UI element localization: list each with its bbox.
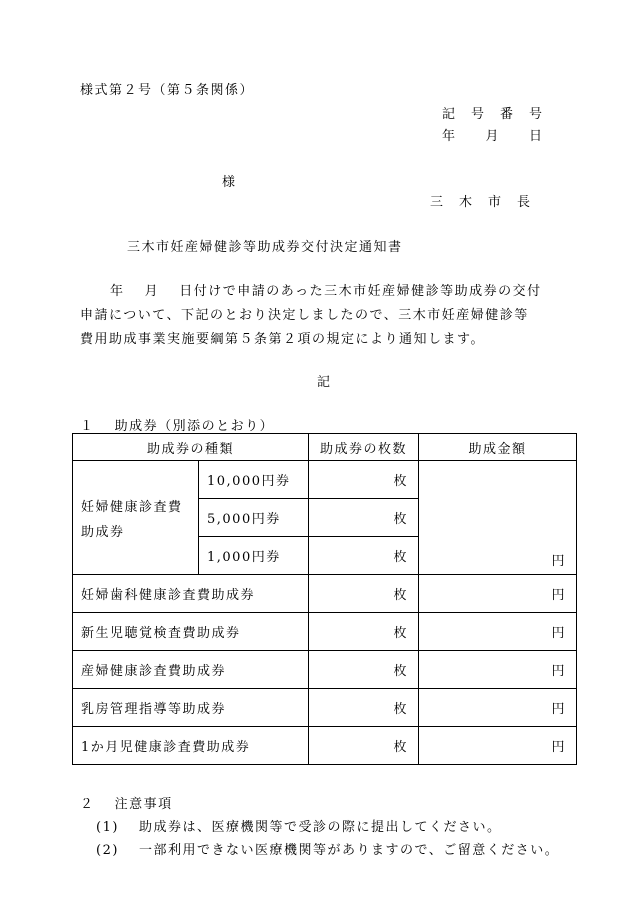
count-unit: 枚 [309, 499, 419, 537]
table-row [73, 651, 577, 689]
row-label: 新生児聴覚検査費助成券 [73, 613, 309, 651]
sub-row-label: 5,000円券 [199, 499, 309, 537]
table-row [73, 461, 577, 499]
amount-unit: 円 [419, 575, 577, 613]
group-label-line: 妊婦健康診査費 [81, 499, 183, 515]
table-row [73, 727, 577, 765]
amount-unit: 円 [419, 689, 577, 727]
count-unit: 枚 [309, 461, 419, 499]
count-unit: 枚 [309, 689, 419, 727]
document-number-label: 記 号 番 号 [442, 107, 544, 122]
amount-unit: 円 [419, 727, 577, 765]
sub-row-label: 10,000円券 [199, 461, 309, 499]
group-label-line: 助成券 [81, 524, 125, 540]
recipient-suffix: 様 [222, 175, 236, 190]
section-2-heading: ２ 注意事項 [80, 797, 173, 812]
count-unit: 枚 [309, 651, 419, 689]
header-amount: 助成金額 [419, 434, 577, 461]
body-line: 費用助成事業実施要綱第５条第２項の規定により通知します。 [80, 332, 485, 347]
table-row [73, 575, 577, 613]
table-row [73, 689, 577, 727]
note-item: (1) 助成券は、医療機関等で受診の際に提出してください。 [96, 820, 502, 835]
row-label: 1か月児健康診査費助成券 [73, 727, 309, 765]
amount-unit: 円 [419, 613, 577, 651]
document-title: 三木市妊産婦健診等助成券交付決定通知書 [127, 240, 403, 255]
row-label: 産婦健康診査費助成券 [73, 651, 309, 689]
group-label-prenatal-checkup [73, 461, 199, 575]
table-header-row [73, 434, 577, 461]
count-unit: 枚 [309, 727, 419, 765]
note-item: (2) 一部利用できない医療機関等がありますので、ご留意ください。 [96, 843, 560, 858]
count-unit: 枚 [309, 537, 419, 575]
date-label: 年 月 日 [442, 129, 544, 144]
amount-unit: 円 [419, 461, 577, 575]
ki-marker: 記 [317, 375, 331, 390]
row-label: 乳房管理指導等助成券 [73, 689, 309, 727]
header-voucher-count: 助成券の枚数 [309, 434, 419, 461]
row-label: 妊婦歯科健康診査費助成券 [73, 575, 309, 613]
count-unit: 枚 [309, 613, 419, 651]
amount-unit: 円 [419, 651, 577, 689]
count-unit: 枚 [309, 575, 419, 613]
header-voucher-type: 助成券の種類 [73, 434, 309, 461]
body-line: 年 月 日付けで申請のあった三木市妊産婦健診等助成券の交付 [110, 284, 542, 299]
body-line: 申請について、下記のとおり決定しましたので、三木市妊産婦健診等 [80, 308, 529, 323]
sub-row-label: 1,000円券 [199, 537, 309, 575]
voucher-table [72, 433, 577, 765]
form-label: 様式第２号（第５条関係） [80, 83, 255, 98]
table-row [73, 613, 577, 651]
sender: 三 木 市 長 [430, 195, 532, 210]
section-1-heading: １ 助成券（別添のとおり） [80, 419, 275, 434]
